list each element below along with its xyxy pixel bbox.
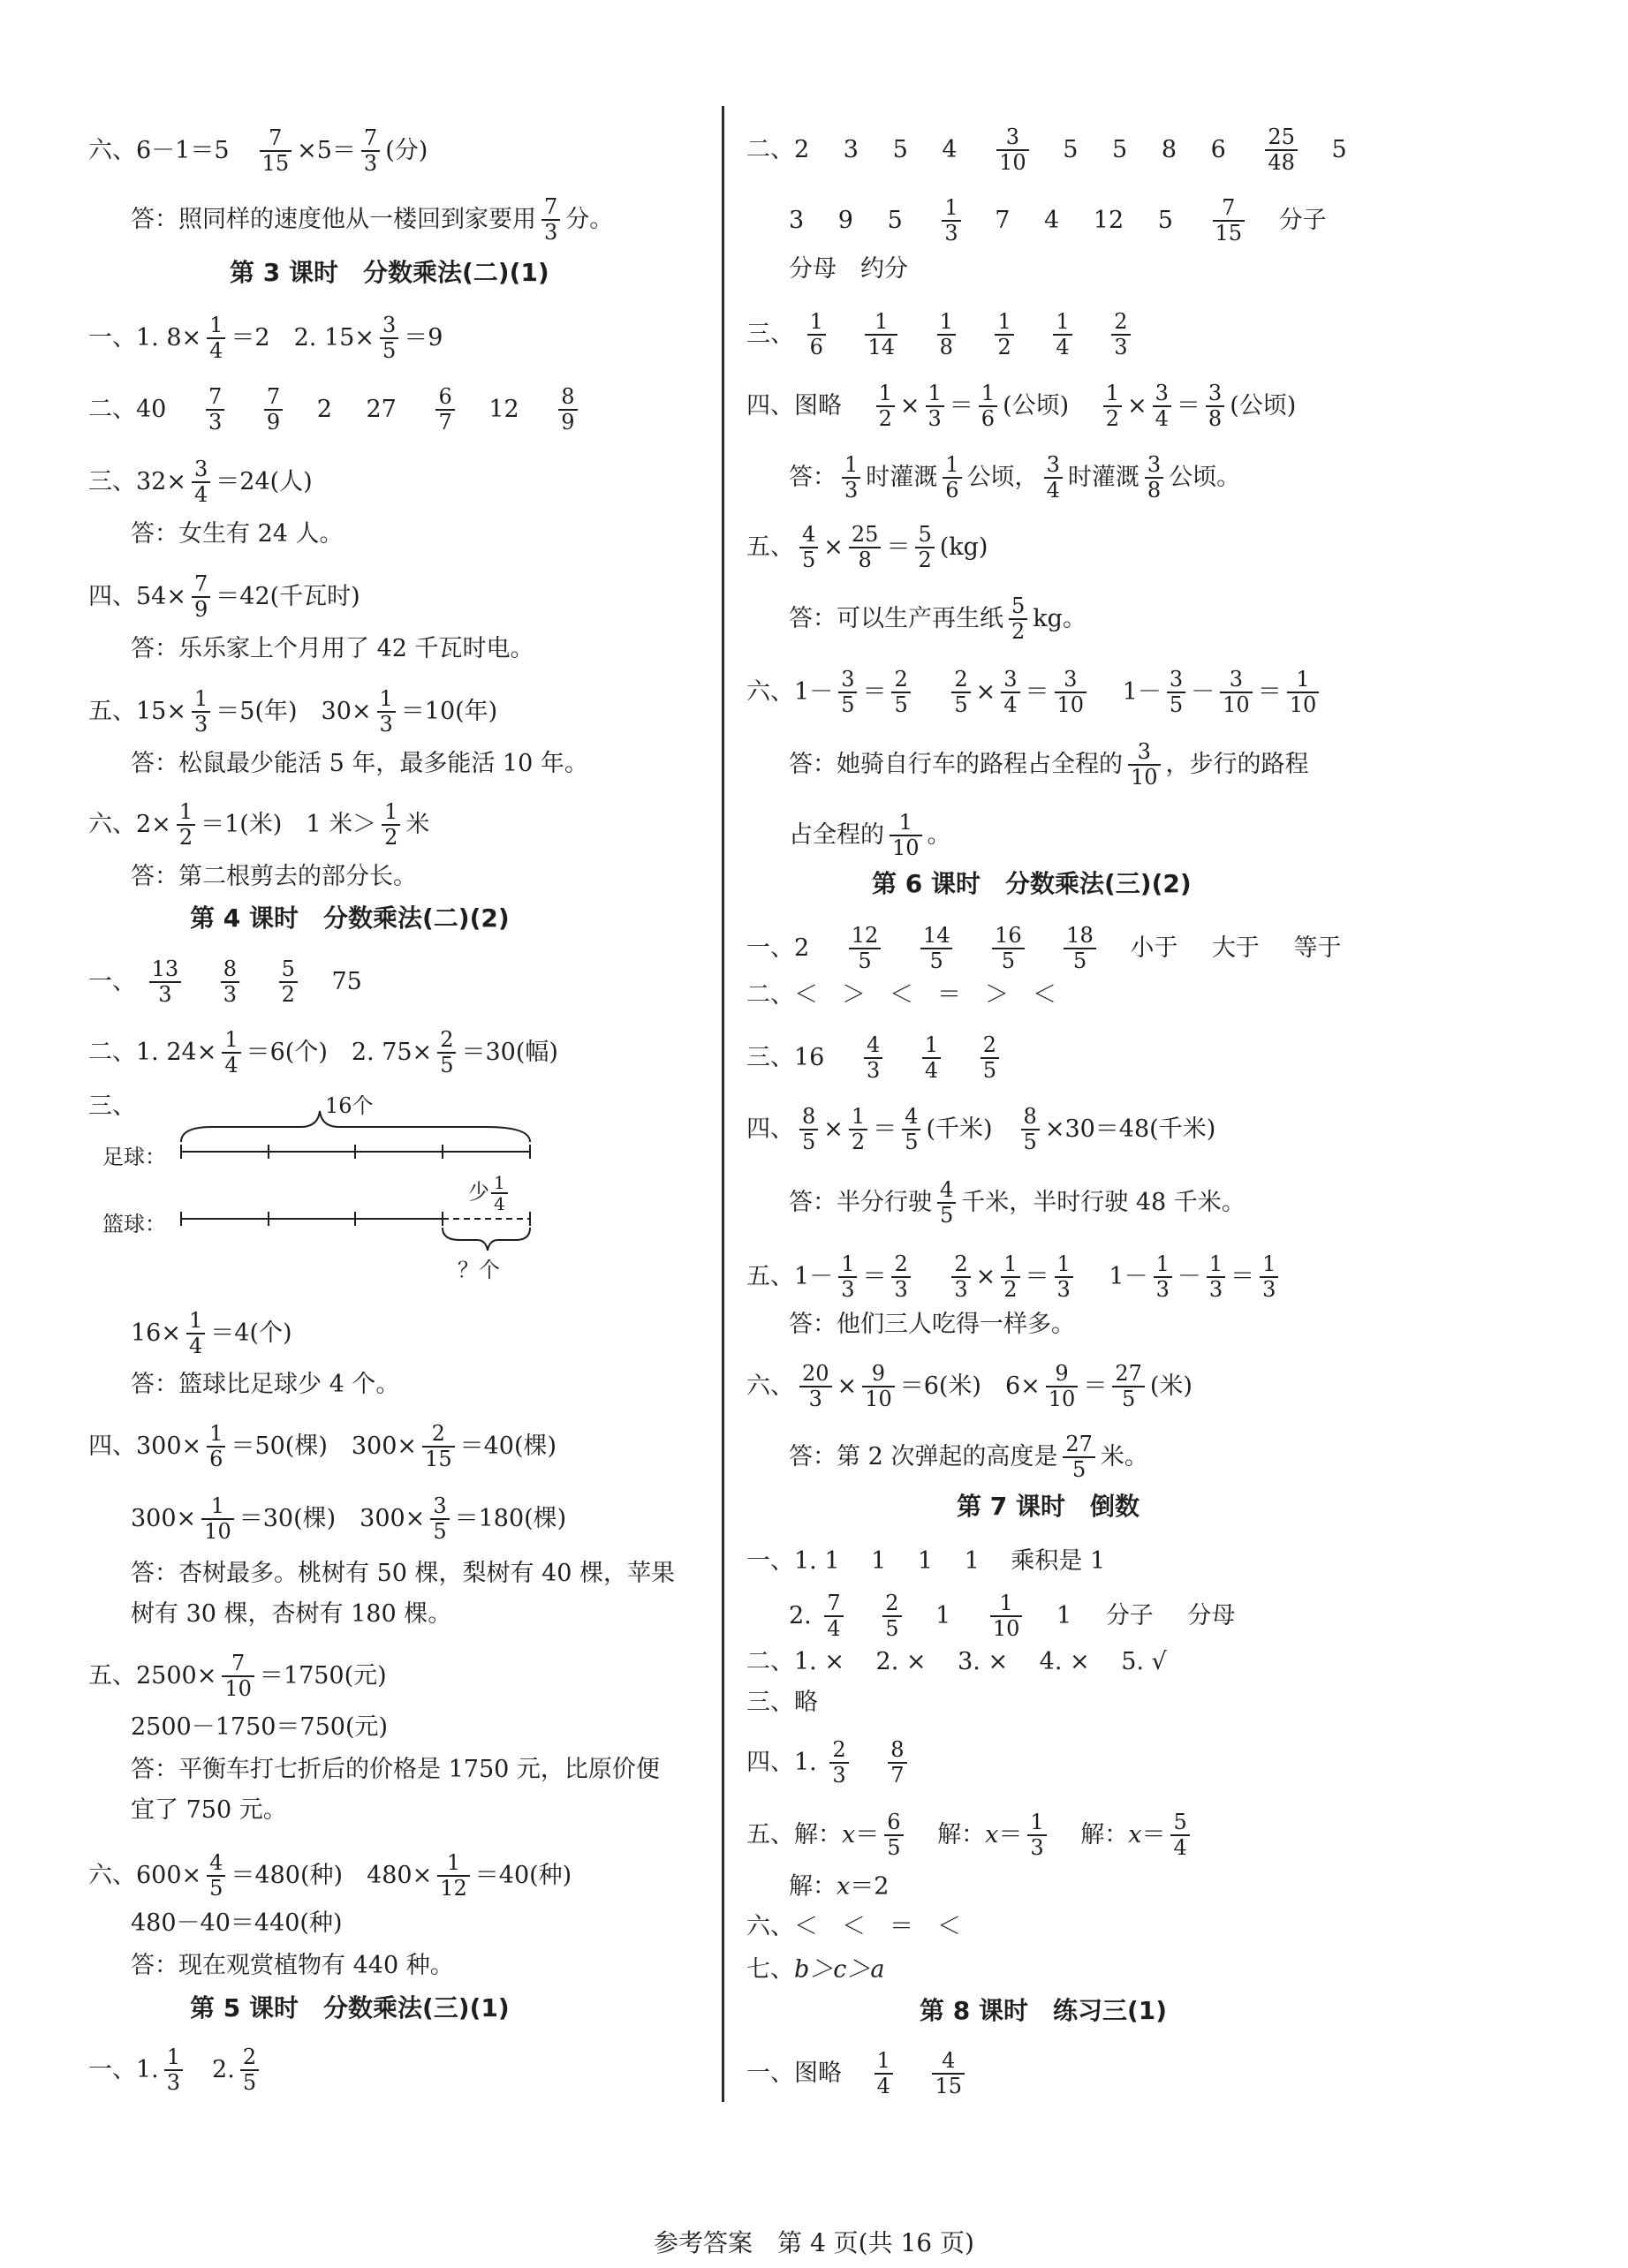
section-heading: 第 7 课时 倒数 bbox=[957, 1492, 1140, 1521]
answer-line: 六、2× $\frac{1}{2}$ ＝1(米) 1 米＞ $\frac{1}{2}$ 米 bbox=[88, 799, 430, 850]
fraction: $\frac{2}{15}$ bbox=[422, 1422, 455, 1471]
fraction: $\frac{7}{3}$ bbox=[361, 126, 380, 176]
fraction: $\frac{1}{3}$ bbox=[192, 687, 210, 737]
less-label: 少 $\frac{1}{4}$ bbox=[468, 1173, 508, 1213]
fraction: $\frac{6}{7}$ bbox=[435, 385, 454, 435]
fraction: $\frac{7}{15}$ bbox=[1213, 196, 1246, 246]
answer-line: 四、图略 $\frac{1}{2}$ × $\frac{1}{3}$ ＝ $\frac{1}{6}$ (公顷) $\frac{1}{2}$ × $\frac{3}{4}$ ＝ $\frac{3}{8}$ (公顷) bbox=[746, 381, 1297, 431]
answer-line: 六、600× $\frac{4}{5}$ ＝480(种) 480× $\frac{1}{12}$ ＝40(种) bbox=[88, 1850, 572, 1901]
fraction: $\frac{7}{3}$ bbox=[206, 385, 224, 435]
answer-sentence: 答：篮球比足球少 4 个。 bbox=[131, 1371, 400, 1398]
fraction: $\frac{1}{12}$ bbox=[437, 1851, 470, 1901]
fraction: $\frac{25}{48}$ bbox=[1265, 125, 1298, 175]
basketball-label: 篮球： bbox=[102, 1212, 166, 1236]
fraction: $\frac{2}{5}$ bbox=[882, 1591, 901, 1641]
answer-line: 七、b＞c＞a bbox=[746, 1955, 885, 1984]
section-heading: 第 5 课时 分数乘法(三)(1) bbox=[190, 1993, 510, 2022]
answer-line: 五、 $\frac{4}{5}$ × $\frac{25}{8}$ ＝ $\frac{5}{2}$ (kg) bbox=[746, 522, 988, 572]
answer-line: 三、 $\frac{1}{6}$ $\frac{1}{14}$ $\frac{1}{8}$ $\frac{1}{2}$ $\frac{1}{4}$ $\frac{2}{3}$ bbox=[746, 310, 1157, 359]
fraction: $\frac{7}{3}$ bbox=[541, 195, 560, 245]
fraction: $\frac{2}{3}$ bbox=[829, 1738, 848, 1788]
answer-sentence: 答：杏树最多。桃树有 50 棵，梨树有 40 棵，苹果 bbox=[131, 1560, 676, 1587]
answer-line: 三、32× $\frac{3}{4}$ ＝24(人) bbox=[88, 457, 313, 507]
answer-sentence: 答：第 2 次弹起的高度是 $\frac{27}{5}$ 米。 bbox=[789, 1432, 1148, 1482]
fraction: $\frac{16}{5}$ bbox=[992, 924, 1025, 973]
fraction: $\frac{1}{8}$ bbox=[937, 310, 956, 359]
answer-line: 二、40 $\frac{7}{3}$ $\frac{7}{9}$ 2 27 $\frac{6}{7}$ 12 $\frac{8}{9}$ bbox=[88, 385, 604, 435]
answer-line: 16× $\frac{1}{4}$ ＝4(个) bbox=[131, 1308, 292, 1358]
answer-sentence: 树有 30 棵，杏树有 180 棵。 bbox=[131, 1600, 452, 1628]
fraction: $\frac{18}{5}$ bbox=[1064, 924, 1096, 973]
answer-line: 一、1. 8× $\frac{1}{4}$ ＝2 2. 15× $\frac{3}{5}$ ＝9 bbox=[88, 313, 443, 363]
fraction: $\frac{1}{4}$ bbox=[222, 1028, 240, 1077]
answer-line: 五、2500× $\frac{7}{10}$ ＝1750(元) bbox=[88, 1651, 387, 1701]
fraction: $\frac{3}{5}$ bbox=[430, 1494, 449, 1544]
answer-line: 480－40＝440(种) bbox=[131, 1909, 343, 1937]
answer-sentence: 答：平衡车打七折后的价格是 1750 元，比原价便 bbox=[131, 1756, 660, 1783]
fraction: $\frac{1}{4}$ bbox=[875, 2049, 893, 2098]
answer-sentence: 答： $\frac{1}{3}$ 时灌溉 $\frac{1}{6}$ 公顷， $\frac{3}{4}$ 时灌溉 $\frac{3}{8}$ 公顷。 bbox=[789, 452, 1241, 503]
fraction: $\frac{1}{14}$ bbox=[865, 310, 897, 359]
answer-sentence: 答：乐乐家上个月用了 42 千瓦时电。 bbox=[131, 635, 534, 662]
answer-line: 二、2 3 5 4 $\frac{3}{10}$ 5 5 8 6 $\frac{25}{48}$ 5 bbox=[746, 125, 1347, 175]
fraction: $\frac{4}{15}$ bbox=[932, 2049, 965, 2098]
section-heading: 第 3 课时 分数乘法(二)(1) bbox=[230, 258, 549, 287]
fraction: $\frac{7}{9}$ bbox=[264, 385, 283, 435]
answer-line: 六、1－ $\frac{3}{5}$ ＝ $\frac{2}{5}$ $\frac{2}{5}$ × $\frac{3}{4}$ ＝ $\frac{3}{10}$ 1－ $\frac{3}{5}$ － $\frac{3}{10}$ ＝ $\frac{1}{10}$ bbox=[746, 668, 1324, 717]
fraction: $\frac{2}{3}$ bbox=[1111, 310, 1130, 359]
fraction: $\frac{7}{9}$ bbox=[192, 572, 210, 622]
answer-line: 解：x＝2 bbox=[789, 1872, 890, 1901]
fraction: $\frac{7}{15}$ bbox=[260, 126, 292, 176]
answer-line: 2. $\frac{7}{4}$ $\frac{2}{5}$ 1 $\frac{1}{10}$ 1 分子 分母 bbox=[789, 1591, 1236, 1641]
answer-line: 3 9 5 $\frac{1}{3}$ 7 4 12 5 $\frac{7}{15}$ 分子 bbox=[789, 195, 1327, 246]
answer-line: 五、解：x＝ $\frac{6}{5}$ 解：x＝ $\frac{1}{3}$ 解：x＝ $\frac{5}{4}$ bbox=[746, 1811, 1195, 1860]
answer-sentence: 答：第二根剪去的部分长。 bbox=[131, 863, 417, 890]
fraction: $\frac{1}{6}$ bbox=[807, 310, 826, 359]
answer-sentence: 答：半分行驶 $\frac{4}{5}$ 千米，半时行驶 48 千米。 bbox=[789, 1177, 1246, 1228]
answer-sentence: 占全程的 $\frac{1}{10}$ 。 bbox=[789, 810, 951, 860]
fraction: $\frac{1}{4}$ bbox=[922, 1033, 941, 1083]
fraction: $\frac{1}{10}$ bbox=[201, 1494, 234, 1544]
answer-line: 四、300× $\frac{1}{6}$ ＝50(棵) 300× $\frac{2}{15}$ ＝40(棵) bbox=[88, 1421, 557, 1471]
fraction: $\frac{1}{4}$ bbox=[1053, 310, 1071, 359]
fraction: $\frac{1}{3}$ bbox=[942, 196, 960, 246]
fraction: $\frac{13}{3}$ bbox=[149, 957, 182, 1007]
answer-sentence: 答：松鼠最少能活 5 年，最多能活 10 年。 bbox=[131, 750, 588, 777]
answer-sentence: 答：她骑自行车的路程占全程的 $\frac{3}{10}$ ，步行的路程 bbox=[789, 739, 1309, 790]
fraction: $\frac{3}{5}$ bbox=[380, 314, 398, 363]
answer-line: 一、1. $\frac{1}{3}$ 2. $\frac{2}{5}$ bbox=[88, 2045, 264, 2095]
fraction: $\frac{3}{10}$ bbox=[996, 125, 1029, 175]
fraction: $\frac{2}{5}$ bbox=[437, 1028, 456, 1077]
answer-line: 二、1. 24× $\frac{1}{4}$ ＝6(个) 2. 75× $\frac{2}{5}$ ＝30(幅) bbox=[88, 1027, 558, 1077]
answer-line: 六、6－1＝5 $\frac{7}{15}$ ×5＝ $\frac{7}{3}$ (分) bbox=[88, 125, 428, 176]
answer-line: 四、 $\frac{8}{5}$ × $\frac{1}{2}$ ＝ $\frac{4}{5}$ (千米) $\frac{8}{5}$ ×30＝48(千米) bbox=[746, 1104, 1216, 1154]
fraction: $\frac{4}{3}$ bbox=[864, 1033, 882, 1083]
fraction: $\frac{2}{5}$ bbox=[981, 1033, 999, 1083]
answer-line: 2500－1750＝750(元) bbox=[131, 1713, 389, 1741]
difference-brace bbox=[443, 1228, 530, 1251]
fraction: $\frac{5}{2}$ bbox=[279, 957, 298, 1007]
answer-line: 三、略 bbox=[746, 1689, 818, 1716]
answer-line: 一、 $\frac{13}{3}$ $\frac{8}{3}$ $\frac{5}{2}$ 75 bbox=[88, 956, 362, 1007]
page-footer: 参考答案 第 4 页(共 16 页) bbox=[654, 2228, 974, 2257]
section-heading: 第 4 课时 分数乘法(二)(2) bbox=[190, 903, 510, 933]
answer-sentence: 宜了 750 元。 bbox=[131, 1796, 287, 1824]
answer-line: 300× $\frac{1}{10}$ ＝30(棵) 300× $\frac{3}{5}$ ＝180(棵) bbox=[131, 1493, 567, 1544]
answer-line: 分母 约分 bbox=[789, 255, 908, 283]
fraction: $\frac{1}{2}$ bbox=[995, 310, 1013, 359]
column-divider bbox=[722, 106, 724, 2102]
answer-line: 四、1. $\frac{2}{3}$ $\frac{8}{7}$ bbox=[746, 1738, 934, 1788]
answer-line: 一、图略 $\frac{1}{4}$ $\frac{4}{15}$ bbox=[746, 2049, 991, 2098]
section-heading: 第 8 课时 练习三(1) bbox=[920, 1996, 1168, 2025]
answer-line: 一、1. 1 1 1 1 乘积是 1 bbox=[746, 1547, 1106, 1575]
fraction: $\frac{8}{9}$ bbox=[558, 385, 577, 435]
answer-line: 二、＜ ＞ ＜ ＝ ＞ ＜ bbox=[746, 981, 1056, 1009]
fraction: $\frac{2}{5}$ bbox=[240, 2045, 259, 2095]
fraction: $\frac{4}{5}$ bbox=[207, 1851, 225, 1901]
fraction: $\frac{1}{3}$ bbox=[164, 2045, 183, 2095]
answer-line: 六、 $\frac{20}{3}$ × $\frac{9}{10}$ ＝6(米) 6× $\frac{9}{10}$ ＝ $\frac{27}{5}$ (米) bbox=[746, 1361, 1193, 1411]
fraction: $\frac{7}{10}$ bbox=[222, 1652, 254, 1701]
total-label: 16个 bbox=[325, 1093, 374, 1118]
unknown-label: ？个 bbox=[458, 1258, 500, 1282]
answer-sentence: 答：他们三人吃得一样多。 bbox=[789, 1311, 1075, 1338]
fraction: $\frac{14}{5}$ bbox=[920, 924, 953, 973]
fraction: $\frac{7}{4}$ bbox=[824, 1591, 843, 1641]
answer-line: 二、1. × 2. × 3. × 4. × 5. √ bbox=[746, 1648, 1167, 1675]
fraction: $\frac{1}{10}$ bbox=[990, 1591, 1023, 1641]
answer-sentence: 答：照同样的速度他从一楼回到家要用 $\frac{7}{3}$ 分。 bbox=[131, 194, 614, 245]
football-label: 足球： bbox=[102, 1145, 166, 1169]
answer-line: 三、16 $\frac{4}{3}$ $\frac{1}{4}$ $\frac{2}{5}$ bbox=[746, 1033, 1026, 1083]
fraction: $\frac{1}{4}$ bbox=[207, 314, 225, 363]
fraction: $\frac{8}{3}$ bbox=[221, 957, 239, 1007]
question-number: 三、 bbox=[88, 1092, 136, 1120]
answer-sentence: 答：女生有 24 人。 bbox=[131, 520, 344, 548]
fraction: $\frac{3}{4}$ bbox=[192, 457, 210, 507]
fraction: $\frac{1}{4}$ bbox=[186, 1309, 205, 1358]
fraction: $\frac{12}{5}$ bbox=[849, 924, 882, 973]
fraction: $\frac{1}{3}$ bbox=[377, 687, 396, 737]
answer-line: 一、2 $\frac{12}{5}$ $\frac{14}{5}$ $\frac{16}{5}$ $\frac{18}{5}$ 小于 大于 等于 bbox=[746, 923, 1342, 973]
answer-sentence: 答：可以生产再生纸 $\frac{5}{2}$ kg。 bbox=[789, 593, 1087, 644]
answer-sentence: 答：现在观赏植物有 440 种。 bbox=[131, 1952, 454, 1979]
fraction: $\frac{1}{2}$ bbox=[382, 800, 400, 850]
answer-line: 四、54× $\frac{7}{9}$ ＝42(千瓦时) bbox=[88, 571, 360, 622]
fraction: $\frac{1}{6}$ bbox=[207, 1422, 225, 1471]
fraction: $\frac{8}{7}$ bbox=[888, 1738, 906, 1788]
answer-line: 六、＜ ＜ ＝ ＜ bbox=[746, 1913, 961, 1940]
section-heading: 第 6 课时 分数乘法(三)(2) bbox=[872, 869, 1192, 898]
answer-line: 五、15× $\frac{1}{3}$ ＝5(年) 30× $\frac{1}{3}$ ＝10(年) bbox=[88, 686, 498, 737]
line-segment-diagram bbox=[88, 1093, 548, 1288]
fraction: $\frac{1}{2}$ bbox=[177, 800, 195, 850]
answer-line: 五、1－ $\frac{1}{3}$ ＝ $\frac{2}{3}$ $\frac{2}{3}$ × $\frac{1}{2}$ ＝ $\frac{1}{3}$ 1－ $\frac{1}{3}$ － $\frac{1}{3}$ ＝ $\frac{1}{3}$ bbox=[746, 1252, 1283, 1302]
